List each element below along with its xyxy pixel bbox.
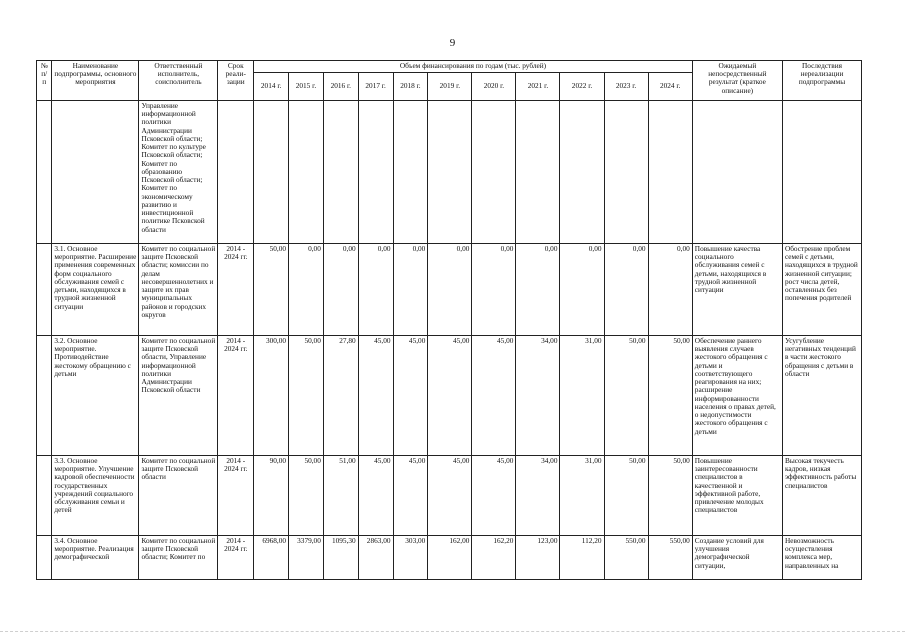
cell-value: 2863,00 [358, 536, 393, 580]
header-year: 2020 г. [472, 73, 516, 101]
cell-value: 0,00 [323, 244, 358, 336]
cell-result: Создание условий для улучшения демографической ситуации, [692, 536, 782, 580]
cell-value: 0,00 [393, 244, 428, 336]
cell-value: 162,20 [472, 536, 516, 580]
header-year: 2014 г. [254, 73, 289, 101]
cell-responsible [139, 101, 218, 244]
cell-value: 0,00 [358, 244, 393, 336]
cell-value: 45,00 [428, 456, 472, 536]
table-row [37, 336, 862, 456]
cell-value: 90,00 [254, 456, 289, 536]
cell-result [692, 101, 782, 244]
cell-value: 1095,30 [323, 536, 358, 580]
cell-value: 0,00 [472, 244, 516, 336]
cell-value: 50,00 [604, 336, 648, 456]
cell-value [472, 101, 516, 244]
responsible-line: Комитет по культуре Псковской области; Комитет по образованию Псковской области; [141, 142, 206, 185]
header-consequence: Последствия нереализации подпрограммы [782, 61, 861, 101]
cell-responsible [139, 536, 218, 580]
header-year: 2019 г. [428, 73, 472, 101]
cell-value: 300,00 [254, 336, 289, 456]
cell-consequence: Усугубление негативных тенденций в части жестокого обращения с детьми в области [782, 336, 861, 456]
cell-value: 50,00 [648, 336, 692, 456]
cell-consequence: Невозможность осуществления комплекса мер, направленных на [782, 536, 861, 580]
cell-value: 0,00 [428, 244, 472, 336]
cell-value: 31,00 [560, 456, 604, 536]
cell-value: 34,00 [516, 336, 560, 456]
cell-term: 2014 - 2024 гг. [218, 336, 254, 456]
cell-value: 34,00 [516, 456, 560, 536]
cell-num [37, 244, 52, 336]
cell-value: 6968,00 [254, 536, 289, 580]
cell-value: 27,80 [323, 336, 358, 456]
cell-value: 303,00 [393, 536, 428, 580]
cell-value [428, 101, 472, 244]
cell-value: 45,00 [358, 456, 393, 536]
cell-value: 162,00 [428, 536, 472, 580]
cell-consequence: Обострение проблем семей с детьми, находящихся в трудной жизненной ситуации; рост числа детей, оставленных без попечения родителей [782, 244, 861, 336]
header-result: Ожидаемый непосредственный результат (краткое описание) [692, 61, 782, 101]
cell-value: 45,00 [393, 456, 428, 536]
cell-num [37, 101, 52, 244]
responsible-line: Комитет по экономическому развитию и инвестиционной политике Псковской области [141, 183, 205, 234]
cell-term: 2014 - 2024 гг. [218, 456, 254, 536]
cell-term [218, 101, 254, 244]
responsible-line: Комитет по социальной защите Псковской области, Управление информационной политики Администрации Псковской области [141, 336, 216, 395]
cell-value [516, 101, 560, 244]
cell-value: 50,00 [648, 456, 692, 536]
cell-value [358, 101, 393, 244]
cell-value: 0,00 [560, 244, 604, 336]
page-number: 9 [449, 37, 456, 49]
header-year: 2015 г. [289, 73, 324, 101]
scan-artifact-line [0, 631, 905, 633]
cell-value: 45,00 [393, 336, 428, 456]
header-year: 2017 г. [358, 73, 393, 101]
header-num: № п/ п [37, 61, 52, 101]
cell-responsible [139, 336, 218, 456]
cell-value: 0,00 [289, 244, 324, 336]
cell-value: 0,00 [604, 244, 648, 336]
header-year: 2023 г. [604, 73, 648, 101]
cell-result: Повышение качества социального обслуживания семей с детьми, находящихся в трудной жизненной ситуации [692, 244, 782, 336]
cell-num [37, 536, 52, 580]
cell-value: 123,00 [516, 536, 560, 580]
cell-responsible [139, 456, 218, 536]
cell-name [52, 101, 139, 244]
cell-responsible [139, 244, 218, 336]
cell-result: Обеспечение раннего выявления случаев жестокого обращения с детьми и соответствующего реагирования на них; расширение информированности населения о правах детей, о недопустимости жестокого обращения с детьми [692, 336, 782, 456]
cell-term: 2014 - 2024 гг. [218, 536, 254, 580]
cell-value: 50,00 [289, 456, 324, 536]
cell-value: 0,00 [516, 244, 560, 336]
responsible-line: Комитет по социальной защите Псковской области; Комитет по [141, 536, 216, 562]
table-row [37, 536, 862, 580]
responsible-line: Комитет по социальной защите Псковской области; комиссии по делам несовершеннолетних и защите их прав муниципальных районов и городских округов [141, 244, 216, 319]
cell-value: 550,00 [648, 536, 692, 580]
cell-result: Повышение заинтересованности специалистов в качественной и эффективной работе, привлечение молодых специалистов [692, 456, 782, 536]
header-year: 2021 г. [516, 73, 560, 101]
cell-value [393, 101, 428, 244]
cell-name: 3.2. Основное мероприятие. Противодействие жестокому обращению с детьми [52, 336, 139, 456]
cell-value: 51,00 [323, 456, 358, 536]
header-year: 2016 г. [323, 73, 358, 101]
responsible-line: Управление информационной политики Администрации Псковской области; [141, 101, 203, 143]
cell-value: 50,00 [289, 336, 324, 456]
cell-value: 45,00 [472, 456, 516, 536]
header-responsible: Ответственный исполнитель, соисполнитель [139, 61, 218, 101]
cell-value [560, 101, 604, 244]
header-year: 2022 г. [560, 73, 604, 101]
cell-value [289, 101, 324, 244]
table-row [37, 456, 862, 536]
cell-value: 550,00 [604, 536, 648, 580]
cell-term: 2014 - 2024 гг. [218, 244, 254, 336]
header-term: Срок реали-зации [218, 61, 254, 101]
responsible-line: Комитет по социальной защите Псковской области [141, 456, 216, 482]
header-name: Наименование подпрограммы, основного мероприятия [52, 61, 139, 101]
table-row [37, 244, 862, 336]
header-funding: Объем финансирования по годам (тыс. рублей) [254, 61, 693, 73]
cell-value [648, 101, 692, 244]
program-table [36, 60, 862, 580]
cell-value: 112,20 [560, 536, 604, 580]
cell-value: 31,00 [560, 336, 604, 456]
header-year: 2018 г. [393, 73, 428, 101]
cell-name: 3.1. Основное мероприятие. Расширение применения современных форм социального обслуживания семей с детьми, находящихся в трудной жизненной ситуации [52, 244, 139, 336]
cell-consequence: Высокая текучесть кадров, низкая эффективность работы специалистов [782, 456, 861, 536]
cell-num [37, 456, 52, 536]
cell-value: 50,00 [604, 456, 648, 536]
header-year: 2024 г. [648, 73, 692, 101]
cell-value: 45,00 [472, 336, 516, 456]
cell-value: 0,00 [648, 244, 692, 336]
cell-consequence [782, 101, 861, 244]
cell-name: 3.3. Основное мероприятие. Улучшение кадровой обеспеченности государственных учреждений социального обслуживания семьи и детей [52, 456, 139, 536]
cell-value: 45,00 [358, 336, 393, 456]
cell-value: 3379,00 [289, 536, 324, 580]
cell-name: 3.4. Основное мероприятие. Реализация демографической [52, 536, 139, 580]
cell-value: 50,00 [254, 244, 289, 336]
cell-value: 45,00 [428, 336, 472, 456]
cell-value [604, 101, 648, 244]
table-row [37, 101, 862, 244]
cell-num [37, 336, 52, 456]
cell-value [254, 101, 289, 244]
cell-value [323, 101, 358, 244]
